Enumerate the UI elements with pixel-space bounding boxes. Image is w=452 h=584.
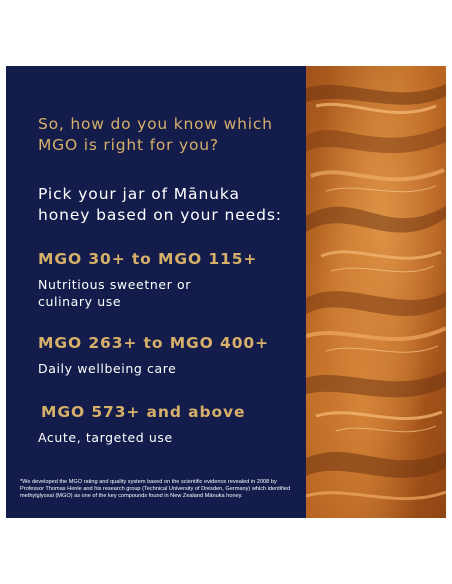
tier-1-heading: MGO 30+ to MGO 115+ <box>38 250 258 268</box>
question-line-1: So, how do you know which <box>38 115 273 133</box>
honey-texture-image <box>306 66 446 518</box>
intro-text <box>38 184 282 226</box>
navy-text-panel <box>6 66 306 518</box>
tier-2-heading: MGO 263+ to MGO 400+ <box>38 334 269 352</box>
honey-swirl-graphic <box>306 66 446 518</box>
footnote: *We developed the MGO rating and quality system based on the scientific evidence revealed in 2008 by Professor Thomas Henle and his research group (Technical University of Dresden, Germany) which identified methylglyoxal (MGO) as one of the key compounds found in New Zealand Mānuka honey. <box>20 479 291 499</box>
intro-line-2: honey based on your needs: <box>38 206 282 224</box>
tier-1-description <box>38 276 191 310</box>
tier-2-description: Daily wellbeing care <box>38 361 177 376</box>
tier-3-heading: MGO 573+ and above <box>41 403 246 421</box>
tier-1-description-line-2: culinary use <box>38 294 122 309</box>
question-heading <box>38 114 273 156</box>
tier-3-description: Acute, targeted use <box>38 430 173 445</box>
mgo-info-card <box>6 66 446 518</box>
intro-line-1: Pick your jar of Mānuka <box>38 185 240 203</box>
tier-1-description-line-1: Nutritious sweetner or <box>38 277 191 292</box>
question-line-2: MGO is right for you? <box>38 136 219 154</box>
